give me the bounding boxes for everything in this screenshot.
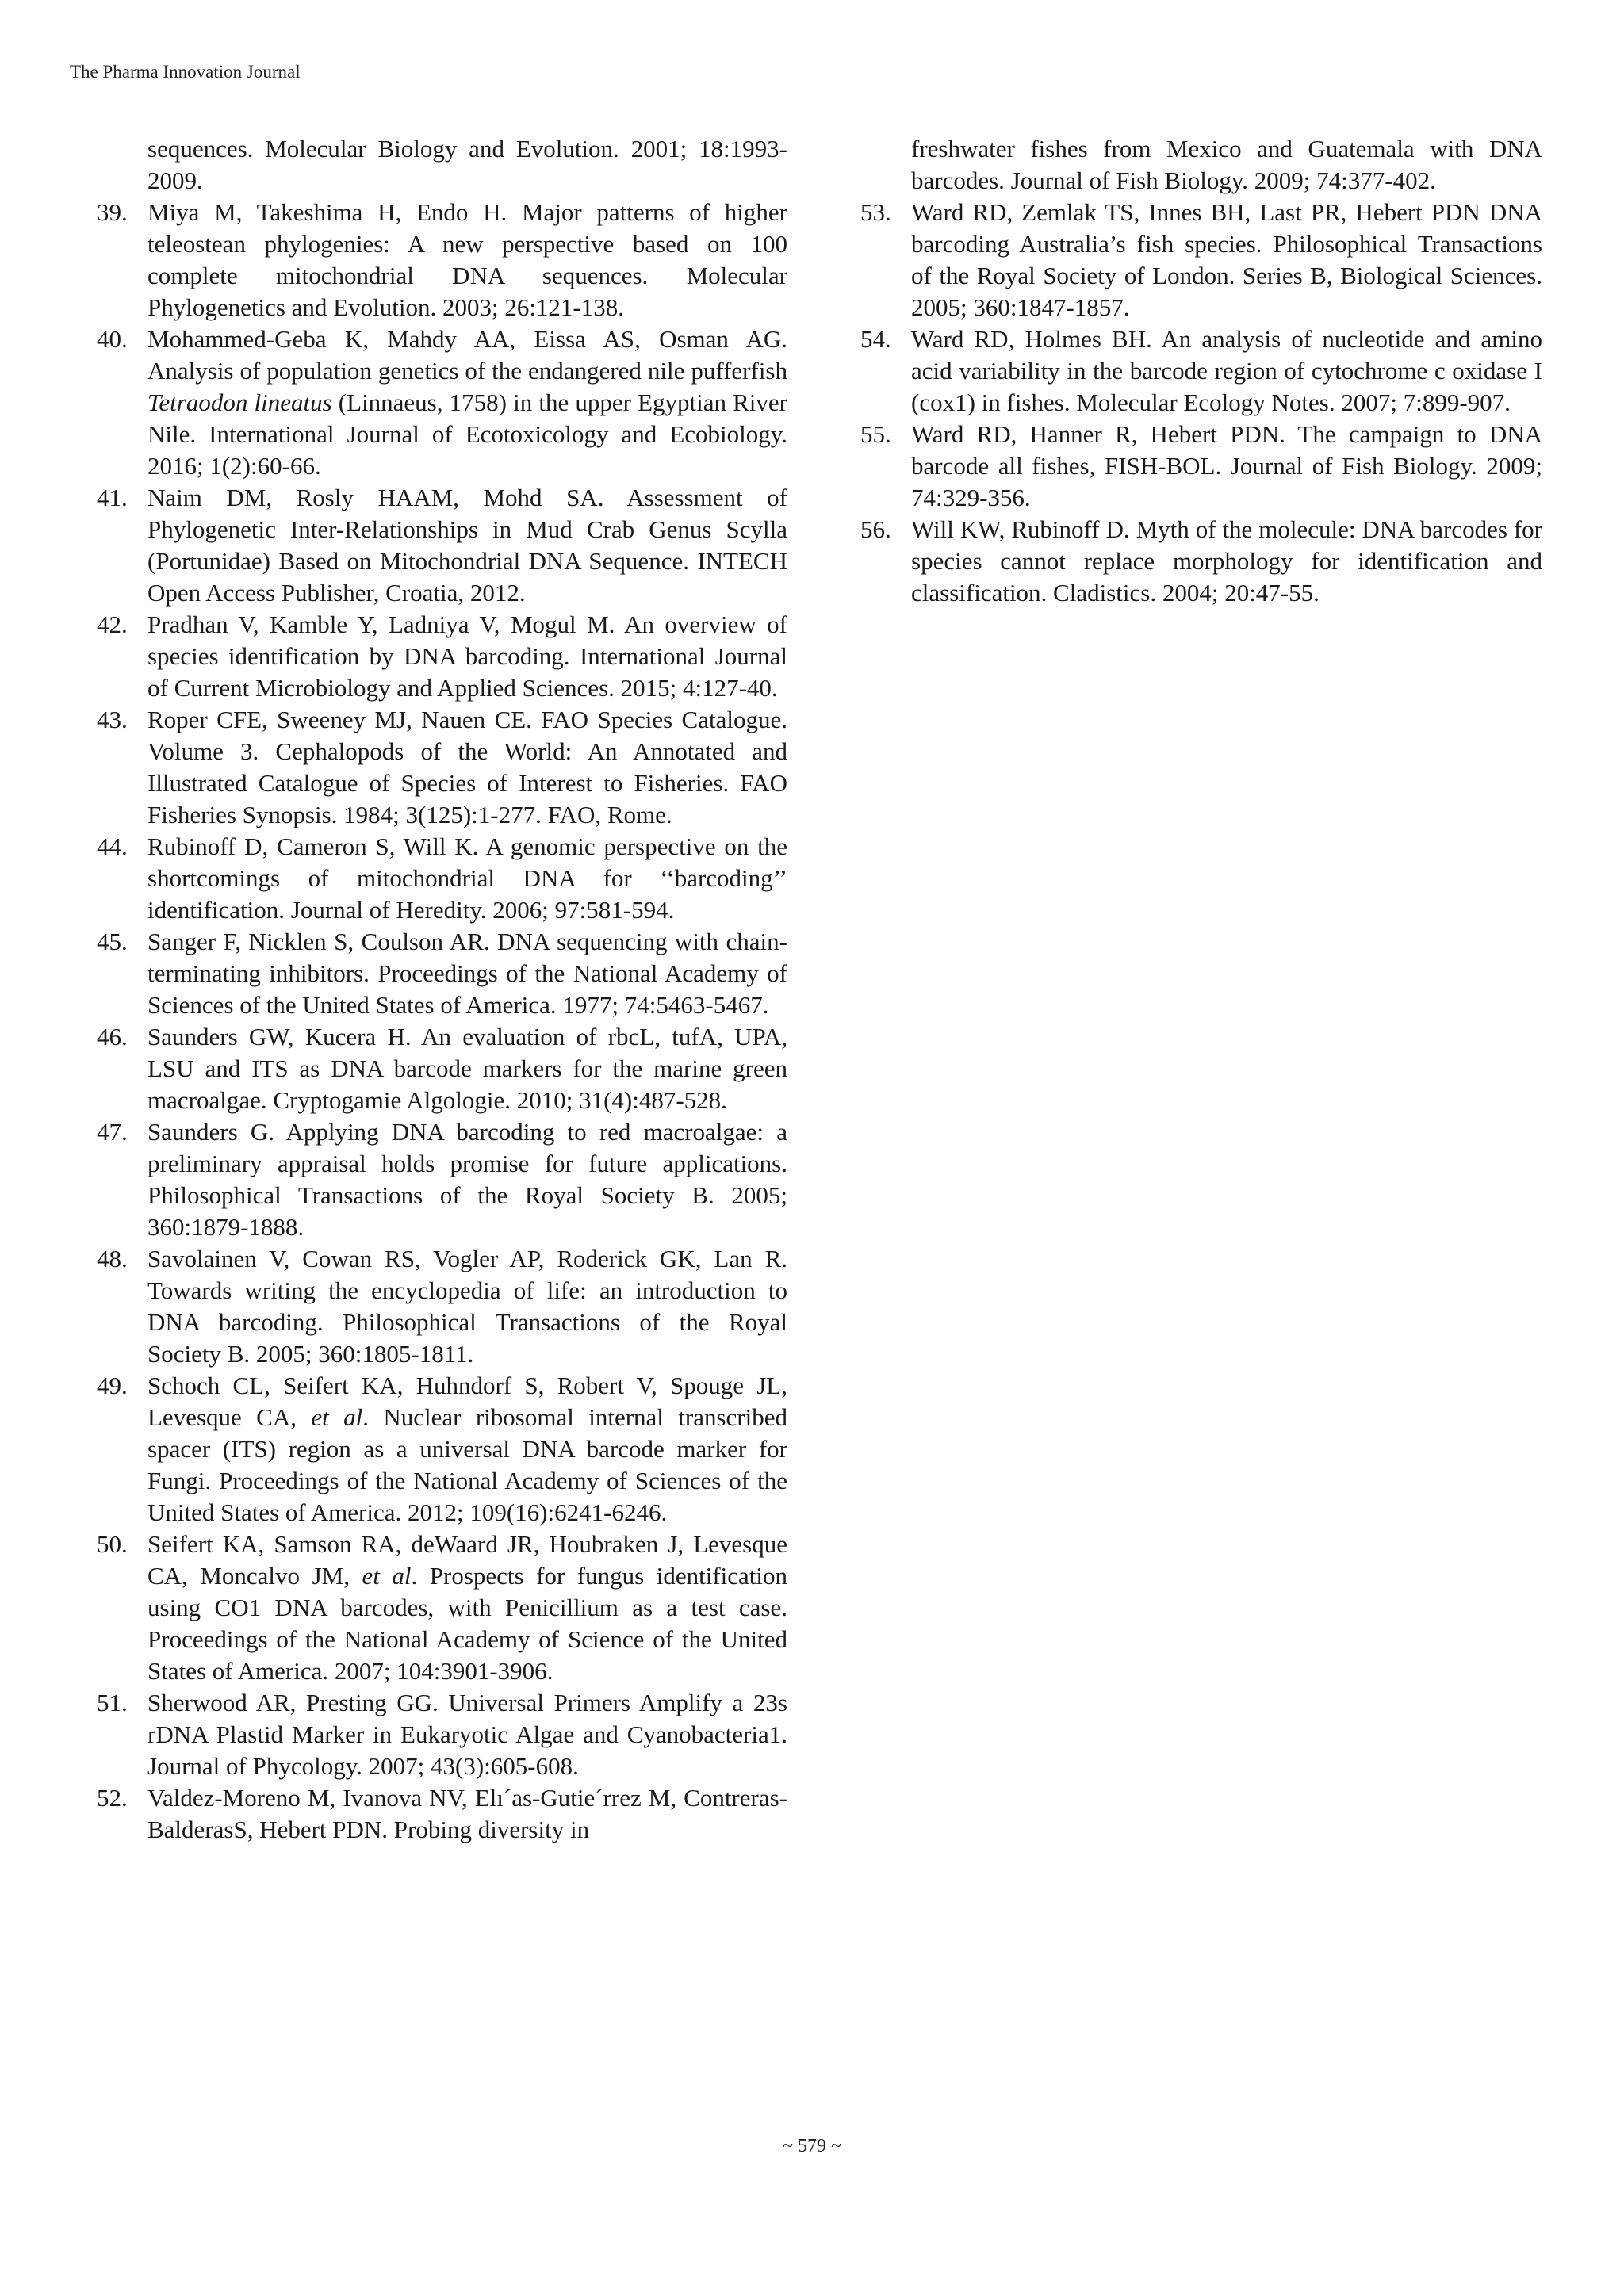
reference-number: 46.	[97, 1023, 128, 1050]
reference-text-segment: (Linnaeus, 1758) in the upper Egyptian River Nile. International Journal of Ecotoxicology and Ecobiology. 2016; 1(2):60-66.	[147, 388, 787, 480]
reference-text-italic: et al	[362, 1562, 412, 1590]
reference-text	[147, 1021, 787, 1116]
reference-number: 45.	[97, 928, 128, 955]
reference-text	[911, 419, 1542, 514]
reference-item	[97, 133, 787, 197]
reference-text-segment: Sanger F, Nicklen S, Coulson AR. DNA sequencing with chain-terminating inhibitors. Proceedings of the National Academy of Sciences of the United States of America. 1977; 74:5463-5467.	[147, 928, 787, 1019]
reference-item	[860, 197, 1542, 323]
reference-item	[97, 831, 787, 926]
reference-text-segment: . Prospects for fungus identification using CO1 DNA barcodes, with Penicillium as a test case. Proceedings of the National Academy of Science of the United States of America. 2007; 104:3901-3906.	[147, 1562, 787, 1685]
reference-number: 42.	[97, 610, 128, 638]
reference-text-segment: . Nuclear ribosomal internal transcribed spacer (ITS) region as a universal DNA barcode marker for Fungi. Proceedings of the National Academy of Sciences of the United States of America. 2012; 109(16):6241-6246.	[147, 1403, 787, 1526]
reference-text	[911, 133, 1542, 197]
reference-number: 50.	[97, 1530, 128, 1558]
reference-number: 43.	[97, 706, 128, 733]
reference-item	[97, 704, 787, 831]
reference-number: 54.	[860, 325, 891, 353]
reference-item	[97, 609, 787, 704]
reference-item	[97, 1243, 787, 1370]
reference-item	[97, 1782, 787, 1846]
reference-text	[147, 1370, 787, 1529]
reference-text-segment: Ward RD, Zemlak TS, Innes BH, Last PR, Hebert PDN DNA barcoding Australia’s fish species. Philosophical Transactions of the Royal Society of London. Series B, Biological Sciences. 2005; 360:1847-1857.	[911, 198, 1542, 321]
reference-number: 40.	[97, 325, 128, 353]
reference-text-segment: Pradhan V, Kamble Y, Ladniya V, Mogul M. An overview of species identification by DNA barcoding. International Journal of Current Microbiology and Applied Sciences. 2015; 4:127-40.	[147, 610, 787, 702]
reference-text	[147, 1243, 787, 1370]
reference-text	[147, 323, 787, 482]
reference-text	[147, 1687, 787, 1782]
reference-item	[860, 133, 1542, 197]
reference-text-segment: Schoch CL, Seifert KA, Huhndorf S, Robert V, Spouge JL, Levesque CA,	[147, 1372, 787, 1431]
reference-text-segment: Valdez-Moreno M, Ivanova NV, Elı´as-Gutie´rrez M, Contreras- BalderasS, Hebert PDN. Probing diversity in	[147, 1784, 787, 1843]
reference-text	[147, 197, 787, 323]
reference-number: 52.	[97, 1784, 128, 1812]
reference-text-segment: Ward RD, Holmes BH. An analysis of nucleotide and amino acid variability in the barcode region of cytochrome c oxidase I (cox1) in fishes. Molecular Ecology Notes. 2007; 7:899-907.	[911, 325, 1542, 416]
reference-text-segment: Sherwood AR, Presting GG. Universal Primers Amplify a 23s rDNA Plastid Marker in Eukaryotic Algae and Cyanobacteria1. Journal of Phycology. 2007; 43(3):605-608.	[147, 1689, 787, 1780]
reference-text	[911, 197, 1542, 323]
reference-text-italic: Tetraodon lineatus	[147, 388, 332, 416]
reference-text	[147, 1116, 787, 1243]
reference-item	[97, 197, 787, 323]
reference-number: 39.	[97, 198, 128, 226]
reference-item	[97, 323, 787, 482]
reference-text	[147, 704, 787, 831]
reference-text	[147, 482, 787, 609]
reference-number: 51.	[97, 1689, 128, 1716]
references-column-left	[97, 133, 787, 1846]
reference-text-segment: Rubinoff D, Cameron S, Will K. A genomic perspective on the shortcomings of mitochondrial DNA for ‘‘barcoding’’ identification. Journal of Heredity. 2006; 97:581-594.	[147, 832, 787, 924]
reference-text	[147, 609, 787, 704]
reference-text-segment: Mohammed-Geba K, Mahdy AA, Eissa AS, Osman AG. Analysis of population genetics of the endangered nile pufferfish	[147, 325, 787, 385]
reference-item	[860, 323, 1542, 419]
reference-text	[147, 831, 787, 926]
references-column-right	[860, 133, 1542, 609]
journal-header: The Pharma Innovation Journal	[70, 62, 301, 82]
reference-text-segment: Roper CFE, Sweeney MJ, Nauen CE. FAO Species Catalogue. Volume 3. Cephalopods of the World: An Annotated and Illustrated Catalogue of Species of Interest to Fisheries. FAO Fisheries Synopsis. 1984; 3(125):1-277. FAO, Rome.	[147, 706, 787, 828]
reference-item	[860, 419, 1542, 514]
reference-number: 53.	[860, 198, 891, 226]
reference-number: 47.	[97, 1118, 128, 1146]
reference-text-segment: Saunders G. Applying DNA barcoding to red macroalgae: a preliminary appraisal holds promise for future applications. Philosophical Transactions of the Royal Society B. 2005; 360:1879-1888.	[147, 1118, 787, 1241]
reference-item	[97, 1021, 787, 1116]
reference-item	[97, 1370, 787, 1529]
reference-item	[97, 1529, 787, 1687]
reference-text	[147, 1782, 787, 1846]
reference-text-italic: et al	[311, 1403, 363, 1431]
reference-number: 56.	[860, 515, 891, 543]
reference-text	[911, 323, 1542, 419]
reference-number: 55.	[860, 420, 891, 448]
reference-text-segment: freshwater fishes from Mexico and Guatemala with DNA barcodes. Journal of Fish Biology. 2009; 74:377-402.	[911, 135, 1542, 194]
reference-item	[97, 482, 787, 609]
reference-text-segment: Seifert KA, Samson RA, deWaard JR, Houbraken J, Levesque CA, Moncalvo JM,	[147, 1530, 787, 1590]
reference-text-segment: Ward RD, Hanner R, Hebert PDN. The campaign to DNA barcode all fishes, FISH-BOL. Journal of Fish Biology. 2009; 74:329-356.	[911, 420, 1542, 511]
reference-text-segment: Savolainen V, Cowan RS, Vogler AP, Roderick GK, Lan R. Towards writing the encyclopedia of life: an introduction to DNA barcoding. Philosophical Transactions of the Royal Society B. 2005; 360:1805-1811.	[147, 1245, 787, 1368]
reference-item	[97, 1687, 787, 1782]
reference-item	[97, 1116, 787, 1243]
reference-number: 48.	[97, 1245, 128, 1272]
reference-text	[147, 133, 787, 197]
reference-text-segment: Naim DM, Rosly HAAM, Mohd SA. Assessment of Phylogenetic Inter-Relationships in Mud Crab Genus Scylla (Portunidae) Based on Mitochondrial DNA Sequence. INTECH Open Access Publisher, Croatia, 2012.	[147, 484, 787, 607]
reference-text	[147, 926, 787, 1021]
reference-item	[860, 514, 1542, 609]
reference-text-segment: Miya M, Takeshima H, Endo H. Major patterns of higher teleostean phylogenies: A new perspective based on 100 complete mitochondrial DNA sequences. Molecular Phylogenetics and Evolution. 2003; 26:121-138.	[147, 198, 787, 321]
reference-text-segment: Saunders GW, Kucera H. An evaluation of rbcL, tufA, UPA, LSU and ITS as DNA barcode markers for the marine green macroalgae. Cryptogamie Algologie. 2010; 31(4):487-528.	[147, 1023, 787, 1114]
reference-text	[911, 514, 1542, 609]
reference-number: 41.	[97, 484, 128, 511]
reference-number: 44.	[97, 832, 128, 860]
reference-text-segment: sequences. Molecular Biology and Evolution. 2001; 18:1993-2009.	[147, 135, 787, 194]
reference-number: 49.	[97, 1372, 128, 1399]
page-number: ~ 579 ~	[783, 2136, 841, 2156]
reference-text-segment: Will KW, Rubinoff D. Myth of the molecule: DNA barcodes for species cannot replace morphology for identification and classification. Cladistics. 2004; 20:47-55.	[911, 515, 1542, 607]
reference-item	[97, 926, 787, 1021]
reference-text	[147, 1529, 787, 1687]
